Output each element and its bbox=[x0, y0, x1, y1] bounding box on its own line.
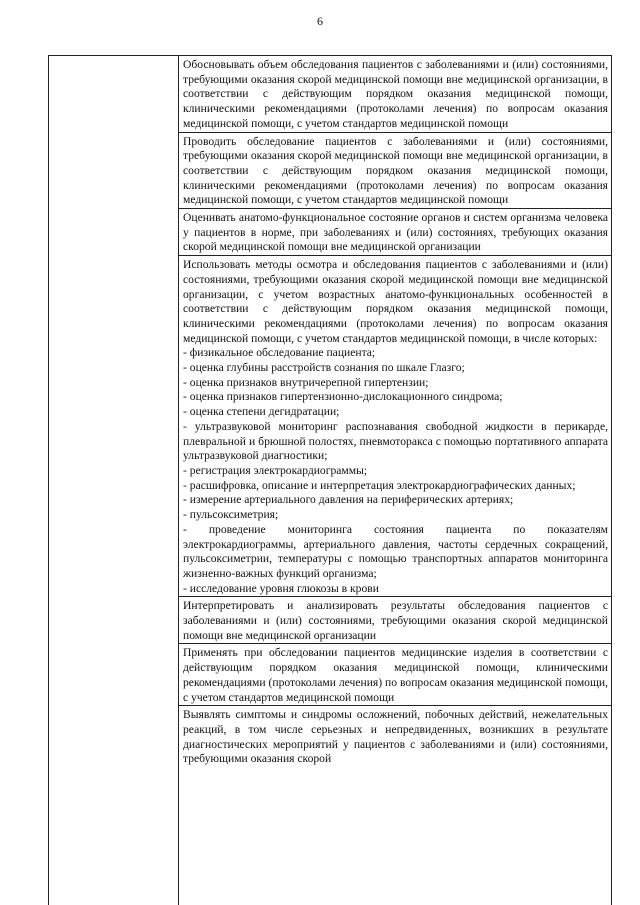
list-item: - оценка признаков внутричерепной гипертензии; bbox=[183, 376, 608, 391]
table-row bbox=[179, 706, 611, 767]
row-text: Оценивать анатомо-функциональное состояние органов и систем организма человека у пациентов в норме, при заболеваниях и (или) состояниях, требующих оказания скорой медицинской помощи вне медицинской организации bbox=[183, 211, 608, 254]
page-number: 6 bbox=[317, 14, 323, 28]
list-item: - оценка степени дегидратации; bbox=[183, 405, 608, 420]
list-item: - ультразвуковой мониторинг распознавания свободной жидкости в перикарде, плевральной и брюшной полостях, пневмоторакса с помощью портативного аппарата ультразвуковой диагностики; bbox=[183, 420, 608, 464]
row-text: Интерпретировать и анализировать результаты обследования пациентов с заболеваниями и (или) состояниями, требующими оказания скорой медицинской помощи вне медицинской организации bbox=[183, 599, 608, 642]
table-right-column bbox=[179, 56, 611, 767]
row-text: Использовать методы осмотра и обследования пациентов с заболеваниями и (или) состояниями, требующими оказания скорой медицинской помощи вне медицинской организации, с учетом возрастных анатомо-функциональных особенностей в соответствии с действующим порядком оказания медицинской помощи, клиническими рекомендациями (протоколами лечения) по вопросам оказания медицинской помощи, с учетом стандартов медицинской помощи, в числе которых: bbox=[183, 258, 608, 345]
list-item: - пульсоксиметрия; bbox=[183, 508, 608, 523]
table-row bbox=[179, 644, 611, 706]
row-text: Выявлять симптомы и синдромы осложнений, побочных действий, нежелательных реакций, в том числе серьезных и непредвиденных, возникших в результате диагностических мероприятий у пациентов с заболеваниями и (или) состояниями, требующими оказания скорой bbox=[183, 708, 608, 766]
list-item: - регистрация электрокардиограммы; bbox=[183, 464, 608, 479]
list-item: - физикальное обследование пациента; bbox=[183, 346, 608, 361]
competency-table bbox=[48, 55, 612, 905]
table-row bbox=[179, 209, 611, 256]
table-left-column bbox=[49, 56, 179, 905]
table-row bbox=[179, 597, 611, 644]
list-item: - оценка глубины расстройств сознания по шкале Глазго; bbox=[183, 361, 608, 376]
list-item: - проведение мониторинга состояния пациента по показателям электрокардиограммы, артериального давления, частоты сердечных сокращений, пульсоксиметрии, температуры с помощью транспортных аппаратов мониторинга жизненно-важных функций организма; bbox=[183, 523, 608, 582]
list-item: - измерение артериального давления на периферических артериях; bbox=[183, 493, 608, 508]
row-text: Применять при обследовании пациентов медицинские изделия в соответствии с действующим порядком оказания медицинской помощи, клиническими рекомендациями (протоколами лечения) по вопросам оказания медицинской помощи, с учетом стандартов медицинской помощи bbox=[183, 646, 608, 704]
table-row bbox=[179, 256, 611, 597]
table-row bbox=[179, 133, 611, 210]
list-item: - расшифровка, описание и интерпретация электрокардиографических данных; bbox=[183, 479, 608, 494]
table-row bbox=[179, 56, 611, 133]
methods-list bbox=[183, 346, 608, 596]
row-text: Проводить обследование пациентов с заболеваниями и (или) состояниями, требующими оказания скорой медицинской помощи вне медицинской организации, в соответствии с действующим порядком оказания медицинской помощи, клиническими рекомендациями (протоколами лечения) по вопросам оказания медицинской помощи, с учетом стандартов медицинской помощи bbox=[183, 134, 608, 207]
row-text: Обосновывать объем обследования пациентов с заболеваниями и (или) состояниями, требующими оказания скорой медицинской помощи вне медицинской организации, в соответствии с действующим порядком оказания медицинской помощи, клиническими рекомендациями (протоколами лечения) по вопросам оказания медицинской помощи, с учетом стандартов медицинской помощи bbox=[183, 58, 608, 130]
list-item: - оценка признаков гипертензионно-дислокационного синдрома; bbox=[183, 390, 608, 405]
list-item: - исследование уровня глюкозы в крови bbox=[183, 582, 608, 597]
